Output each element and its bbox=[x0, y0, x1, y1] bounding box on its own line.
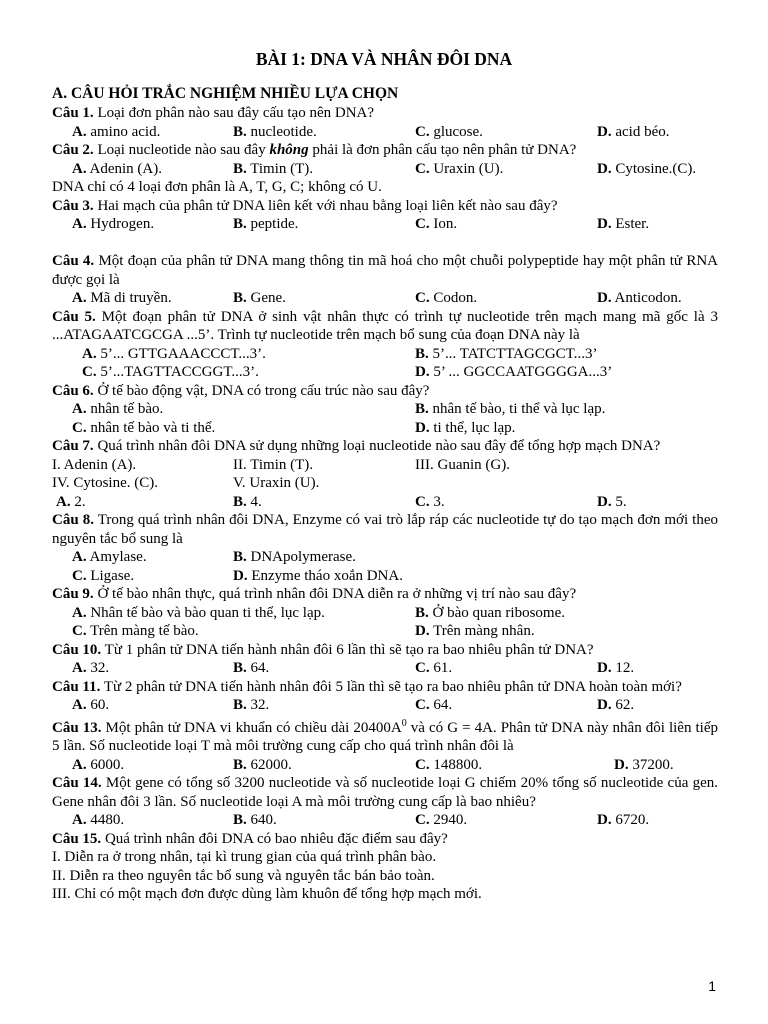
option-b: B. 62000. bbox=[233, 756, 292, 773]
question-14 bbox=[52, 774, 718, 830]
question-number: Câu 5. bbox=[52, 308, 96, 325]
question-7 bbox=[52, 437, 718, 511]
answer-options-row-1 bbox=[52, 345, 718, 364]
question-stem: Từ 1 phân tử DNA tiến hành nhân đôi 6 lần thì sẽ tạo ra bao nhiêu phân tử DNA? bbox=[101, 641, 594, 658]
question-11 bbox=[52, 678, 718, 715]
option-a: A. 5’... GTTGAAACCCT...3’. bbox=[82, 345, 266, 362]
question-number: Câu 8. bbox=[52, 512, 94, 528]
answer-options-row-2 bbox=[52, 419, 718, 438]
page-number: 1 bbox=[708, 978, 716, 994]
option-d: D. Anticodon. bbox=[597, 290, 682, 306]
answer-options-row-2 bbox=[52, 567, 718, 586]
option-c: C. 5’...TAGTTACCGGT...3’. bbox=[82, 364, 259, 380]
option-d: D. acid béo. bbox=[597, 123, 670, 140]
answer-options bbox=[52, 123, 718, 142]
question-3 bbox=[52, 197, 718, 234]
option-b: B. peptide. bbox=[233, 216, 299, 232]
statement-row-1 bbox=[52, 456, 718, 475]
option-a: A. Amylase. bbox=[72, 549, 147, 565]
superscript: 0 bbox=[401, 717, 407, 729]
option-d: D. Trên màng nhân. bbox=[415, 623, 535, 639]
question-5 bbox=[52, 308, 718, 382]
option-a: A. nhân tế bào. bbox=[72, 401, 164, 417]
option-b: B. 5’... TATCTTAGCGCT...3’ bbox=[415, 345, 598, 362]
option-c: C. 2940. bbox=[415, 812, 468, 828]
option-d: D. 5’ ... GGCCAATGGGGA...3’ bbox=[415, 364, 613, 380]
option-b: B. nucleotide. bbox=[233, 123, 317, 140]
question-6 bbox=[52, 382, 718, 438]
question-number: Câu 3. bbox=[52, 197, 94, 214]
option-a: A. Mã di truyền. bbox=[72, 290, 172, 306]
answer-options bbox=[52, 659, 718, 678]
question-stem: Quá trình nhân đôi DNA có bao nhiêu đặc điểm sau đây? bbox=[101, 830, 448, 847]
option-a: A. 32. bbox=[72, 660, 110, 676]
question-13 bbox=[52, 715, 718, 775]
answer-options bbox=[52, 215, 718, 234]
question-2 bbox=[52, 141, 718, 197]
answer-options-row-1 bbox=[52, 400, 718, 419]
question-number: Câu 7. bbox=[52, 438, 94, 454]
option-a: A. 6000. bbox=[72, 756, 125, 773]
question-number: Câu 2. bbox=[52, 142, 94, 158]
question-stem: Loại đơn phân nào sau đây cấu tạo nên DNA? bbox=[93, 105, 375, 121]
question-number: Câu 14. bbox=[52, 775, 102, 791]
option-c: C. Uraxin (U). bbox=[415, 160, 504, 177]
answer-options-row-2 bbox=[52, 622, 718, 641]
statement-1: I. Diễn ra ở trong nhân, tại kì trung gian của quá trình phân bào. bbox=[52, 849, 437, 865]
question-stem: Một phân tử DNA vi khuẩn có chiều dài 20400A bbox=[101, 719, 402, 736]
statement-2: II. Diễn ra theo nguyên tắc bổ sung và nguyên tắc bán bảo toàn. bbox=[52, 867, 435, 884]
question-stem: Một gene có tổng số 3200 nucleotide và số nucleotide loại G chiếm 20% tổng số nucleotide của gen. Gene nhân đôi 3 lần. Số nucleotide loại A mà môi trường cung cấp là bao nhiêu? bbox=[52, 775, 718, 810]
answer-options bbox=[52, 289, 718, 308]
question-stem: Trong quá trình nhân đôi DNA, Enzyme có vai trò lắp ráp các nucleotide tự do tạo mạch đơn mới theo nguyên tắc bổ sung là bbox=[52, 512, 718, 547]
option-c: C. glucose. bbox=[415, 123, 483, 140]
question-number: Câu 9. bbox=[52, 586, 94, 602]
option-b: B. 4. bbox=[233, 493, 262, 510]
option-c: C. 148800. bbox=[415, 756, 483, 773]
option-a: A. Nhân tế bào và bào quan ti thể, lục lạp. bbox=[72, 604, 325, 621]
option-d: D. 12. bbox=[597, 660, 635, 676]
option-b: B. Timin (T). bbox=[233, 160, 314, 177]
option-b: B. Ở bào quan ribosome. bbox=[415, 604, 565, 621]
question-10 bbox=[52, 641, 718, 678]
option-d: D. ti thể, lục lạp. bbox=[415, 419, 516, 436]
statement-5: V. Uraxin (U). bbox=[233, 475, 320, 491]
statement-2: II. Timin (T). bbox=[233, 456, 314, 473]
statement-3: III. Guanin (G). bbox=[415, 456, 510, 473]
question-number: Câu 1. bbox=[52, 105, 94, 121]
answer-options bbox=[52, 811, 718, 830]
question-number: Câu 13. bbox=[52, 719, 102, 736]
option-c: C. Codon. bbox=[415, 290, 478, 306]
emphasis-text: không bbox=[269, 142, 309, 158]
option-b: B. 32. bbox=[233, 697, 270, 713]
option-d: D. 6720. bbox=[597, 812, 650, 828]
option-d: D. Ester. bbox=[597, 216, 650, 232]
option-b: B. 640. bbox=[233, 812, 277, 828]
question-stem: Loại nucleotide nào sau đây bbox=[93, 142, 270, 158]
option-d: D. 5. bbox=[597, 493, 627, 510]
answer-options-row-1 bbox=[52, 548, 718, 567]
option-c: C. 3. bbox=[415, 493, 445, 510]
document-title: BÀI 1: DNA VÀ NHÂN ĐÔI DNA bbox=[255, 49, 513, 69]
answer-options bbox=[52, 160, 718, 179]
question-stem: Một đoạn của phân tử DNA mang thông tin mã hoá cho một chuỗi polypeptide hay một phân tử RNA được gọi là bbox=[52, 253, 718, 288]
option-d: D. Cytosine.(C). bbox=[597, 160, 697, 177]
blank-line bbox=[52, 234, 718, 253]
option-a: A. amino acid. bbox=[72, 123, 161, 140]
question-number: Câu 11. bbox=[52, 678, 101, 695]
option-d: D. 62. bbox=[597, 697, 635, 713]
question-stem: Ở tế bào động vật, DNA có trong cấu trúc nào sau đây? bbox=[93, 382, 430, 399]
option-b: B. DNApolymerase. bbox=[233, 549, 356, 565]
question-9 bbox=[52, 585, 718, 641]
question-stem: Ở tế bào nhân thực, quá trình nhân đôi DNA diễn ra ở những vị trí nào sau đây? bbox=[93, 586, 577, 602]
option-c: C. Ligase. bbox=[72, 567, 135, 584]
option-b: B. Gene. bbox=[233, 290, 286, 306]
option-c: C. nhân tế bào và ti thể. bbox=[72, 419, 216, 436]
answer-options bbox=[52, 696, 718, 715]
option-a: A. Adenin (A). bbox=[72, 160, 162, 177]
question-stem: Hai mạch của phân tử DNA liên kết với nhau bằng loại liên kết nào sau đây? bbox=[93, 197, 558, 214]
answer-note: DNA chỉ có 4 loại đơn phân là A, T, G, C; không có U. bbox=[52, 179, 382, 195]
statement-1: I. Adenin (A). bbox=[52, 456, 137, 473]
question-stem: Một đoạn phân tử DNA ở sinh vật nhân thực có trình tự nucleotide trên mạch mang mã gốc là 3 ...ATAGAATCGCGA ...5’. Trình tự nucleotide trên mạch bổ sung của đoạn DNA này là bbox=[52, 308, 718, 343]
answer-options-row-1 bbox=[52, 604, 718, 623]
option-c: C. 64. bbox=[415, 697, 453, 713]
option-b: B. nhân tế bào, ti thể và lục lạp. bbox=[415, 401, 606, 417]
question-number: Câu 15. bbox=[52, 830, 102, 847]
question-stem-cont: và có G = 4A. Phân tử DNA này nhân đôi liên tiếp 5 lần. Số nucleotide loại T mà môi trường cung cấp cho quá trình nhân đôi là bbox=[52, 719, 718, 754]
question-4 bbox=[52, 252, 718, 308]
section-heading: A. CÂU HỎI TRẮC NGHIỆM NHIỀU LỰA CHỌN bbox=[52, 85, 399, 102]
option-a: A. 4480. bbox=[72, 812, 125, 828]
question-8 bbox=[52, 511, 718, 585]
option-a: A. Hydrogen. bbox=[72, 216, 155, 232]
question-number: Câu 6. bbox=[52, 382, 94, 399]
question-list bbox=[52, 104, 718, 904]
statement-4: IV. Cytosine. (C). bbox=[52, 475, 158, 491]
answer-options-row-2 bbox=[52, 363, 718, 382]
answer-options bbox=[52, 756, 718, 775]
statement-3: III. Chỉ có một mạch đơn được dùng làm khuôn để tổng hợp mạch mới. bbox=[52, 886, 482, 902]
option-d: D. 37200. bbox=[614, 756, 674, 773]
option-c: C. Ion. bbox=[415, 216, 458, 232]
question-number: Câu 10. bbox=[52, 641, 102, 658]
question-15 bbox=[52, 830, 718, 904]
option-a: A. 60. bbox=[72, 697, 110, 713]
option-a: A. 2. bbox=[56, 493, 86, 510]
option-b: B. 64. bbox=[233, 660, 270, 676]
option-c: C. 61. bbox=[415, 660, 453, 676]
statement-row-2 bbox=[52, 474, 718, 493]
question-number: Câu 4. bbox=[52, 253, 95, 269]
question-stem-cont: phải là đơn phân cấu tạo nên phân tử DNA? bbox=[308, 142, 577, 158]
option-c: C. Trên màng tế bào. bbox=[72, 623, 199, 639]
question-1 bbox=[52, 104, 718, 141]
option-d: D. Enzyme tháo xoắn DNA. bbox=[233, 567, 403, 584]
answer-options bbox=[52, 493, 718, 512]
question-stem: Từ 2 phân tử DNA tiến hành nhân đôi 5 lần thì sẽ tạo ra bao nhiêu phân tử DNA hoàn toàn mới? bbox=[100, 678, 682, 695]
question-stem: Quá trình nhân đôi DNA sử dụng những loại nucleotide nào sau đây để tổng hợp mạch DNA? bbox=[93, 438, 661, 454]
